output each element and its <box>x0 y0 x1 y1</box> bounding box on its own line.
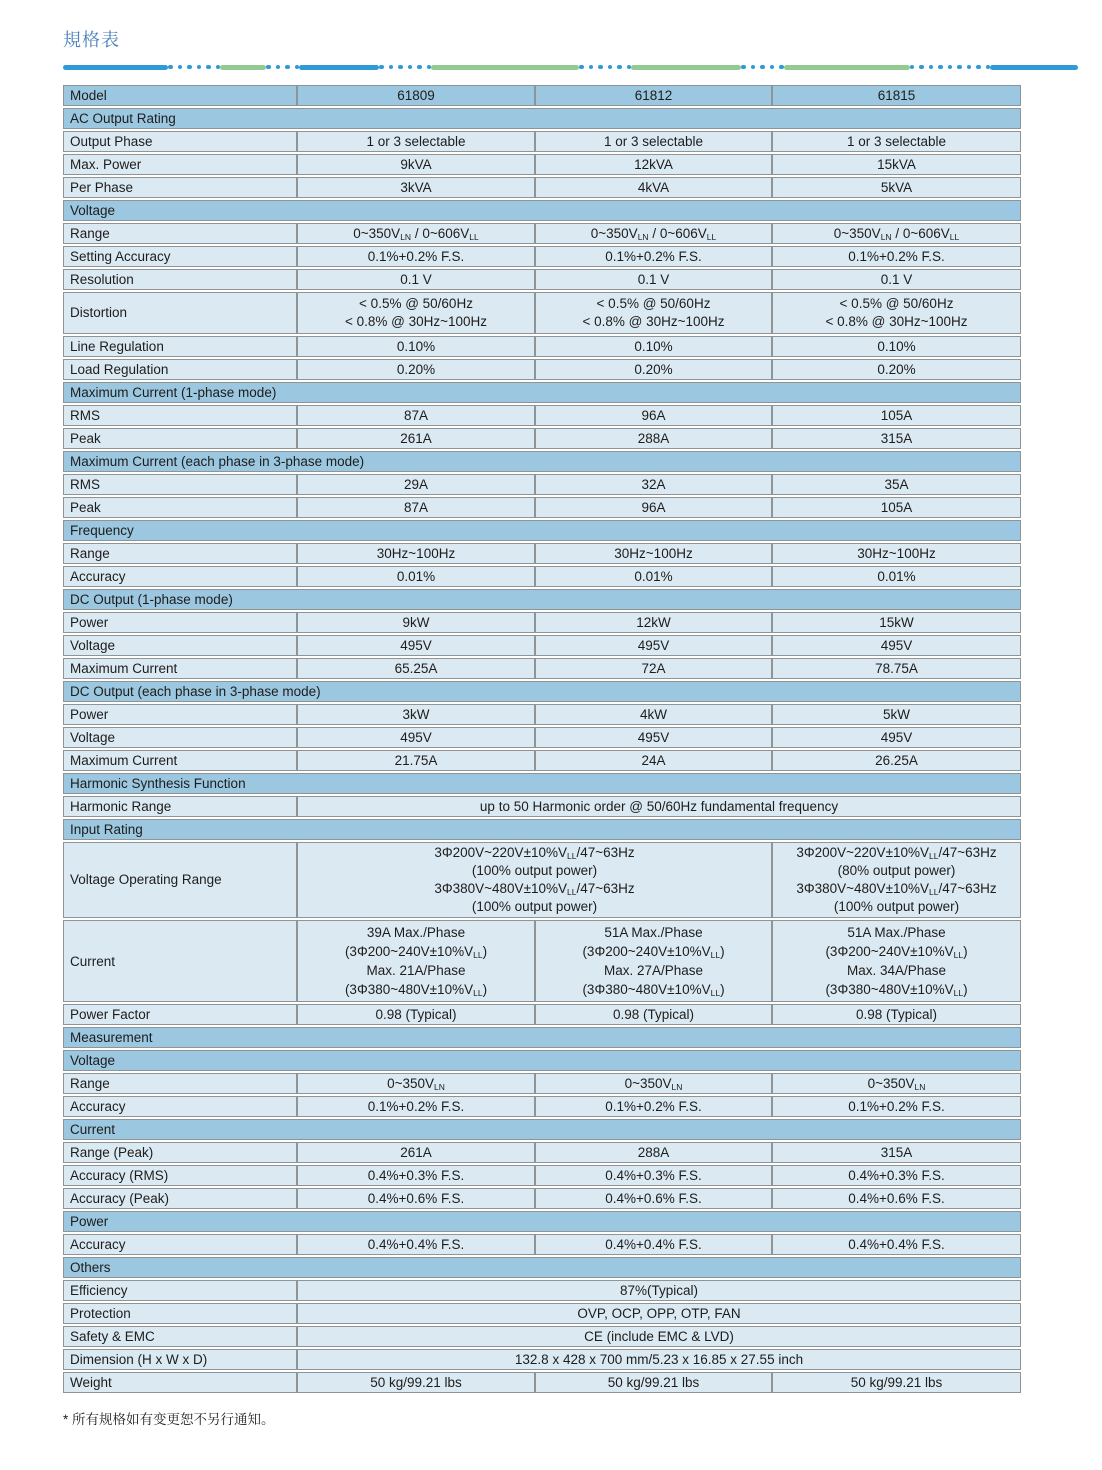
spec-value-cell: 65.25A <box>297 658 535 679</box>
footnote: * 所有规格如有变更恕不另行通知。 <box>63 1412 275 1427</box>
table-row <box>63 359 1021 380</box>
table-row <box>63 336 1021 357</box>
divider-dots <box>579 65 631 70</box>
divider-dot <box>266 65 271 70</box>
section-header-cell: DC Output (each phase in 3-phase mode) <box>63 681 1021 702</box>
spec-value-cell: 0.98 (Typical) <box>535 1004 772 1025</box>
section-header-row <box>63 108 1021 129</box>
spec-value-cell: 9kW <box>297 612 535 633</box>
spec-value-cell: 21.75A <box>297 750 535 771</box>
divider-dot <box>408 65 413 70</box>
spec-value-cell: 12kVA <box>535 154 772 175</box>
table-row <box>63 1280 1021 1301</box>
spec-value-cell: 495V <box>297 635 535 656</box>
table-row <box>63 1303 1021 1324</box>
spec-value-cell: 32A <box>535 474 772 495</box>
section-header-row <box>63 1257 1021 1278</box>
spec-label-cell: Load Regulation <box>63 359 297 380</box>
table-row <box>63 292 1021 334</box>
divider-dot <box>741 65 746 70</box>
divider-dot <box>187 65 192 70</box>
table-row <box>63 842 1021 918</box>
spec-table-body <box>63 85 1021 1393</box>
spec-value-cell: 0.98 (Typical) <box>772 1004 1021 1025</box>
spec-value-cell: 51A Max./Phase $(3\Phi 200\sim 240V\pm 10\%V_{LL})$ Max. 34A/Phase $(3\Phi 380\sim 480V\pm 10\%V_{LL})$ <box>772 920 1021 1002</box>
spec-value-cell: up to 50 Harmonic order @ 50/60Hz fundamental frequency <box>297 796 1021 817</box>
table-row <box>63 177 1021 198</box>
spec-value-cell: 15kVA <box>772 154 1021 175</box>
spec-value-cell: 15kW <box>772 612 1021 633</box>
spec-value-cell: OVP, OCP, OPP, OTP, FAN <box>297 1303 1021 1324</box>
spec-label-cell: Accuracy <box>63 1234 297 1255</box>
section-header-row <box>63 819 1021 840</box>
spec-label-cell: Setting Accuracy <box>63 246 297 267</box>
spec-label-cell: Max. Power <box>63 154 297 175</box>
spec-value-cell: $0\sim 350V_{LN}$ / $0\sim 606V_{LL}$ <box>772 223 1021 244</box>
divider-dot <box>379 65 384 70</box>
spec-value-cell: 0.01% <box>297 566 535 587</box>
spec-label-cell: Accuracy (Peak) <box>63 1188 297 1209</box>
spec-label-cell: Output Phase <box>63 131 297 152</box>
divider-dot <box>760 65 765 70</box>
table-row <box>63 1165 1021 1186</box>
spec-value-cell: 0.1 V <box>772 269 1021 290</box>
divider-dot <box>779 65 784 70</box>
section-header-row <box>63 451 1021 472</box>
spec-value-cell: 1 or 3 selectable <box>535 131 772 152</box>
spec-value-cell: 12kW <box>535 612 772 633</box>
spec-value-cell: 0.20% <box>297 359 535 380</box>
spec-value-cell: 315A <box>772 1142 1021 1163</box>
divider-dot <box>579 65 584 70</box>
section-header-cell: Harmonic Synthesis Function <box>63 773 1021 794</box>
divider-dots <box>741 65 784 70</box>
table-row <box>63 612 1021 633</box>
spec-value-cell: 78.75A <box>772 658 1021 679</box>
spec-value-cell: 495V <box>535 727 772 748</box>
section-header-cell: Voltage <box>63 200 1021 221</box>
spec-value-cell: 288A <box>535 428 772 449</box>
page-title: 規格表 <box>63 30 120 50</box>
divider-dot <box>919 65 924 70</box>
spec-value-cell: 0.1 V <box>297 269 535 290</box>
divider-dot <box>957 65 962 70</box>
divider-dot <box>938 65 943 70</box>
table-row <box>63 428 1021 449</box>
spec-value-cell: 0.4%+0.3% F.S. <box>772 1165 1021 1186</box>
spec-value-cell: 1 or 3 selectable <box>297 131 535 152</box>
table-row <box>63 269 1021 290</box>
table-row <box>63 1004 1021 1025</box>
spec-value-cell: 0.98 (Typical) <box>297 1004 535 1025</box>
table-row <box>63 1372 1021 1393</box>
table-row <box>63 474 1021 495</box>
table-row <box>63 1073 1021 1094</box>
section-header-row <box>63 1027 1021 1048</box>
divider-dot <box>967 65 972 70</box>
spec-value-cell: 50 kg/99.21 lbs <box>297 1372 535 1393</box>
spec-value-cell: 0.4%+0.3% F.S. <box>297 1165 535 1186</box>
spec-value-cell: 0.4%+0.6% F.S. <box>297 1188 535 1209</box>
table-row <box>63 246 1021 267</box>
spec-value-cell: 0.1%+0.2% F.S. <box>297 246 535 267</box>
section-header-row <box>63 382 1021 403</box>
spec-value-cell: < 0.5% @ 50/60Hz < 0.8% @ 30Hz~100Hz <box>772 292 1021 334</box>
table-row <box>63 154 1021 175</box>
spec-value-cell: 0.10% <box>772 336 1021 357</box>
spec-label-cell: Per Phase <box>63 177 297 198</box>
spec-label-cell: Accuracy (RMS) <box>63 1165 297 1186</box>
section-header-cell: Maximum Current (1-phase mode) <box>63 382 1021 403</box>
table-row <box>63 497 1021 518</box>
spec-value-cell: 0.10% <box>297 336 535 357</box>
spec-label-cell: Peak <box>63 497 297 518</box>
spec-value-cell: $0\sim 350V_{LN}$ / $0\sim 606V_{LL}$ <box>535 223 772 244</box>
table-row <box>63 223 1021 244</box>
spec-value-cell: 3kVA <box>297 177 535 198</box>
spec-value-cell: 0.4%+0.6% F.S. <box>535 1188 772 1209</box>
model-value-cell: 61812 <box>535 85 772 106</box>
spec-value-cell: 51A Max./Phase $(3\Phi 200\sim 240V\pm 10\%V_{LL})$ Max. 27A/Phase $(3\Phi 380\sim 480V\pm 10\%V_{LL})$ <box>535 920 772 1002</box>
spec-value-cell: $0\sim 350V_{LN}$ / $0\sim 606V_{LL}$ <box>297 223 535 244</box>
spec-value-cell: 315A <box>772 428 1021 449</box>
table-row <box>63 1349 1021 1370</box>
spec-label-cell: Voltage Operating Range <box>63 842 297 918</box>
spec-label-cell: Maximum Current <box>63 658 297 679</box>
spec-value-cell: 50 kg/99.21 lbs <box>772 1372 1021 1393</box>
spec-value-cell: 0.4%+0.6% F.S. <box>772 1188 1021 1209</box>
section-header-cell: Measurement <box>63 1027 1021 1048</box>
spec-value-cell: 0.4%+0.3% F.S. <box>535 1165 772 1186</box>
divider-dot <box>948 65 953 70</box>
spec-value-cell: 288A <box>535 1142 772 1163</box>
table-row <box>63 635 1021 656</box>
table-row <box>63 704 1021 725</box>
spec-value-cell: 0.1%+0.2% F.S. <box>772 1096 1021 1117</box>
spec-value-cell: 30Hz~100Hz <box>535 543 772 564</box>
divider-dot <box>929 65 934 70</box>
spec-value-cell: < 0.5% @ 50/60Hz < 0.8% @ 30Hz~100Hz <box>535 292 772 334</box>
spec-value-cell: 39A Max./Phase $(3\Phi 200\sim 240V\pm 10\%V_{LL})$ Max. 21A/Phase $(3\Phi 380\sim 480V\pm 10\%V_{LL})$ <box>297 920 535 1002</box>
spec-label-cell: RMS <box>63 405 297 426</box>
table-row <box>63 566 1021 587</box>
spec-value-cell: 9kVA <box>297 154 535 175</box>
spec-value-cell: 0.1%+0.2% F.S. <box>772 246 1021 267</box>
spec-value-cell: $0\sim 350V_{LN}$ <box>535 1073 772 1094</box>
divider-bar <box>784 65 910 70</box>
spec-label-cell: Peak <box>63 428 297 449</box>
spec-label-cell: Maximum Current <box>63 750 297 771</box>
divider-bar <box>299 65 379 70</box>
divider-dot <box>910 65 915 70</box>
section-header-row <box>63 681 1021 702</box>
spec-label-cell: Protection <box>63 1303 297 1324</box>
spec-value-cell: 495V <box>772 635 1021 656</box>
divider-dot <box>751 65 756 70</box>
spec-value-cell: 87A <box>297 497 535 518</box>
spec-value-cell: $0\sim 350V_{LN}$ <box>772 1073 1021 1094</box>
spec-value-cell: $3\Phi 200V\sim 220V\pm 10\%V_{LL}/47\sim 63Hz$ (100% output power) $3\Phi 380V\sim 480V\pm 10\%V_{LL}/47\sim 63Hz$ (100% output power) <box>297 842 772 918</box>
spec-value-cell: 261A <box>297 428 535 449</box>
spec-value-cell: 0.1%+0.2% F.S. <box>535 1096 772 1117</box>
table-row <box>63 1096 1021 1117</box>
spec-label-cell: Line Regulation <box>63 336 297 357</box>
spec-label-cell: Power Factor <box>63 1004 297 1025</box>
spec-value-cell: 0.1%+0.2% F.S. <box>297 1096 535 1117</box>
model-value-cell: 61815 <box>772 85 1021 106</box>
spec-label-cell: Voltage <box>63 635 297 656</box>
table-row <box>63 1326 1021 1347</box>
section-header-cell: Current <box>63 1119 1021 1140</box>
divider-dot <box>197 65 202 70</box>
section-header-cell: Input Rating <box>63 819 1021 840</box>
spec-label-cell: Voltage <box>63 727 297 748</box>
spec-value-cell: 30Hz~100Hz <box>772 543 1021 564</box>
spec-label-cell: Dimension (H x W x D) <box>63 1349 297 1370</box>
table-row <box>63 796 1021 817</box>
divider-dot <box>589 65 594 70</box>
divider-dot <box>976 65 981 70</box>
spec-value-cell: 30Hz~100Hz <box>297 543 535 564</box>
spec-value-cell: 72A <box>535 658 772 679</box>
section-header-cell: Voltage <box>63 1050 1021 1071</box>
divider-dot <box>389 65 394 70</box>
spec-value-cell: 5kW <box>772 704 1021 725</box>
section-header-cell: Maximum Current (each phase in 3-phase mode) <box>63 451 1021 472</box>
divider-dot <box>417 65 422 70</box>
spec-label-cell: Range <box>63 223 297 244</box>
divider-dot <box>168 65 173 70</box>
divider-bar <box>220 65 266 70</box>
section-header-row <box>63 589 1021 610</box>
spec-value-cell: 261A <box>297 1142 535 1163</box>
table-row <box>63 920 1021 1002</box>
table-row <box>63 1142 1021 1163</box>
spec-value-cell: 29A <box>297 474 535 495</box>
section-header-cell: Frequency <box>63 520 1021 541</box>
divider-dot <box>598 65 603 70</box>
divider-dot <box>398 65 403 70</box>
spec-label-cell: Power <box>63 612 297 633</box>
spec-value-cell: 105A <box>772 405 1021 426</box>
spec-label-cell: Resolution <box>63 269 297 290</box>
spec-value-cell: 26.25A <box>772 750 1021 771</box>
model-value-cell: 61809 <box>297 85 535 106</box>
spec-value-cell: $3\Phi 200V\sim 220V\pm 10\%V_{LL}/47\sim 63Hz$ (80% output power) $3\Phi 380V\sim 480V\pm 10\%V_{LL}/47\sim 63Hz$ (100% output power) <box>772 842 1021 918</box>
section-header-row <box>63 520 1021 541</box>
divider-bar <box>631 65 741 70</box>
spec-value-cell: 0.4%+0.4% F.S. <box>535 1234 772 1255</box>
divider-dots <box>379 65 431 70</box>
model-label-cell: Model <box>63 85 297 106</box>
table-row <box>63 1234 1021 1255</box>
divider-dots <box>266 65 299 70</box>
table-row <box>63 543 1021 564</box>
divider-dot <box>770 65 775 70</box>
spec-label-cell: Weight <box>63 1372 297 1393</box>
divider-bar <box>63 65 168 70</box>
spec-value-cell: 0.20% <box>535 359 772 380</box>
table-row <box>63 750 1021 771</box>
section-header-cell: AC Output Rating <box>63 108 1021 129</box>
divider-dot <box>608 65 613 70</box>
spec-value-cell: CE (include EMC & LVD) <box>297 1326 1021 1347</box>
spec-value-cell: 35A <box>772 474 1021 495</box>
spec-value-cell: 24A <box>535 750 772 771</box>
spec-label-cell: Efficiency <box>63 1280 297 1301</box>
divider-dot <box>617 65 622 70</box>
spec-value-cell: 3kW <box>297 704 535 725</box>
divider-dot <box>276 65 281 70</box>
spec-value-cell: 4kVA <box>535 177 772 198</box>
spec-value-cell: 87%(Typical) <box>297 1280 1021 1301</box>
spec-value-cell: 0.20% <box>772 359 1021 380</box>
spec-value-cell: 105A <box>772 497 1021 518</box>
spec-label-cell: Current <box>63 920 297 1002</box>
spec-label-cell: Power <box>63 704 297 725</box>
spec-value-cell: < 0.5% @ 50/60Hz < 0.8% @ 30Hz~100Hz <box>297 292 535 334</box>
spec-value-cell: 0.4%+0.4% F.S. <box>772 1234 1021 1255</box>
spec-label-cell: Accuracy <box>63 1096 297 1117</box>
spec-value-cell: 0.01% <box>772 566 1021 587</box>
spec-value-cell: 0.1 V <box>535 269 772 290</box>
table-row <box>63 658 1021 679</box>
spec-label-cell: Accuracy <box>63 566 297 587</box>
divider-dots <box>168 65 220 70</box>
spec-value-cell: 87A <box>297 405 535 426</box>
section-header-row <box>63 200 1021 221</box>
spec-label-cell: RMS <box>63 474 297 495</box>
spec-value-cell: 4kW <box>535 704 772 725</box>
spec-value-cell: 495V <box>535 635 772 656</box>
spec-label-cell: Range <box>63 1073 297 1094</box>
spec-label-cell: Range <box>63 543 297 564</box>
spec-label-cell: Safety & EMC <box>63 1326 297 1347</box>
spec-value-cell: $0\sim 350V_{LN}$ <box>297 1073 535 1094</box>
section-header-row <box>63 1211 1021 1232</box>
spec-value-cell: 0.10% <box>535 336 772 357</box>
divider-dot <box>285 65 290 70</box>
table-row <box>63 131 1021 152</box>
section-header-row <box>63 773 1021 794</box>
section-header-cell: Power <box>63 1211 1021 1232</box>
section-header-row <box>63 1119 1021 1140</box>
spec-value-cell: 132.8 x 428 x 700 mm/5.23 x 16.85 x 27.55 inch <box>297 1349 1021 1370</box>
section-header-row <box>63 1050 1021 1071</box>
spec-table <box>63 83 1021 1395</box>
table-row <box>63 1188 1021 1209</box>
spec-value-cell: 0.1%+0.2% F.S. <box>535 246 772 267</box>
spec-label-cell: Harmonic Range <box>63 796 297 817</box>
spec-value-cell: 1 or 3 selectable <box>772 131 1021 152</box>
divider-dot <box>178 65 183 70</box>
table-row <box>63 727 1021 748</box>
model-row <box>63 85 1021 106</box>
spec-value-cell: 495V <box>297 727 535 748</box>
divider-dots <box>910 65 991 70</box>
section-header-cell: DC Output (1-phase mode) <box>63 589 1021 610</box>
decorative-divider <box>63 64 1021 70</box>
spec-value-cell: 495V <box>772 727 1021 748</box>
spec-value-cell: 96A <box>535 405 772 426</box>
divider-bar <box>990 65 1078 70</box>
divider-dot <box>206 65 211 70</box>
spec-value-cell: 96A <box>535 497 772 518</box>
spec-value-cell: 50 kg/99.21 lbs <box>535 1372 772 1393</box>
spec-value-cell: 5kVA <box>772 177 1021 198</box>
section-header-cell: Others <box>63 1257 1021 1278</box>
spec-value-cell: 0.4%+0.4% F.S. <box>297 1234 535 1255</box>
spec-value-cell: 0.01% <box>535 566 772 587</box>
divider-bar <box>431 65 579 70</box>
spec-label-cell: Distortion <box>63 292 297 334</box>
table-row <box>63 405 1021 426</box>
spec-label-cell: Range (Peak) <box>63 1142 297 1163</box>
